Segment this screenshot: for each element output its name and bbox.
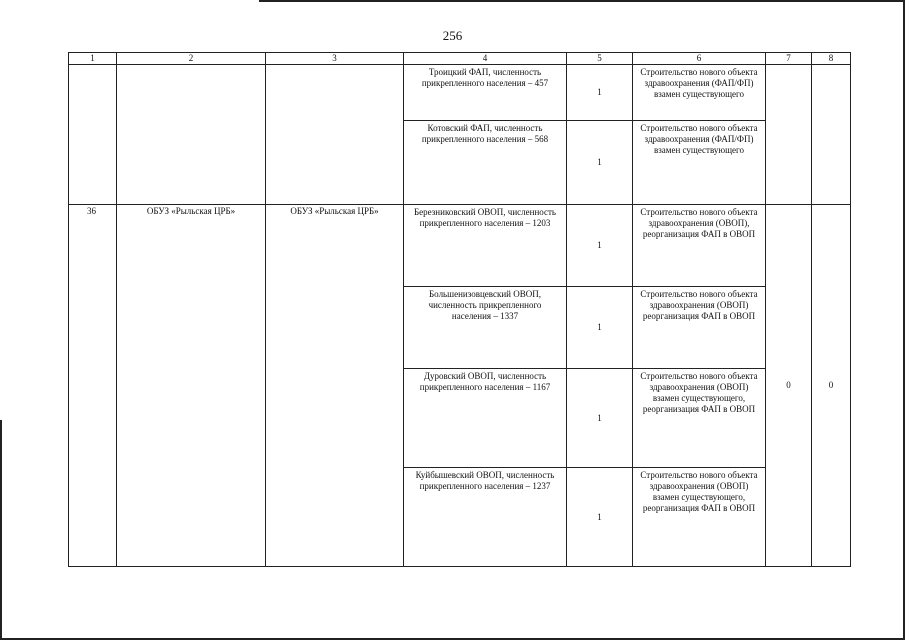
facility-cell: Березниковский ОВОП, численность прикрепленного населения – 1203 bbox=[404, 205, 567, 287]
page-number: 256 bbox=[442, 28, 463, 43]
column-header-3: 3 bbox=[266, 53, 404, 65]
cell-col7-empty bbox=[766, 65, 812, 205]
scan-edge-top bbox=[259, 0, 905, 2]
count-cell: 1 bbox=[567, 369, 633, 468]
cell-col8-empty bbox=[812, 65, 851, 205]
scan-edge-left bbox=[0, 420, 2, 640]
facility-cell: Троицкий ФАП, численность прикрепленного населения – 457 bbox=[404, 65, 567, 121]
column-header-1: 1 bbox=[69, 53, 117, 65]
facility-cell: Дуровский ОВОП, численность прикрепленного населения – 1167 bbox=[404, 369, 567, 468]
table-row bbox=[69, 65, 851, 121]
column-header-7: 7 bbox=[766, 53, 812, 65]
column-header-4: 4 bbox=[404, 53, 567, 65]
description-cell: Строительство нового объекта здравоохранения (ОВОП), реорганизация ФАП в ОВОП bbox=[633, 205, 766, 287]
facility-cell: Большенизовцевский ОВОП, численность прикрепленного населения – 1337 bbox=[404, 287, 567, 369]
count-cell: 1 bbox=[567, 287, 633, 369]
table-header-row bbox=[69, 53, 851, 65]
description-cell: Строительство нового объекта здравоохранения (ОВОП) взамен существующего, реорганизация ФАП в ОВОП bbox=[633, 369, 766, 468]
column-header-2: 2 bbox=[117, 53, 266, 65]
column-header-6: 6 bbox=[633, 53, 766, 65]
data-table bbox=[68, 52, 851, 567]
col7-value-cell: 0 bbox=[766, 205, 812, 567]
row-number-cell: 36 bbox=[69, 205, 117, 567]
column-header-8: 8 bbox=[812, 53, 851, 65]
count-cell: 1 bbox=[567, 205, 633, 287]
description-cell: Строительство нового объекта здравоохранения (ОВОП) реорганизация ФАП в ОВОП bbox=[633, 287, 766, 369]
facility-cell: Котовский ФАП, численность прикрепленного населения – 568 bbox=[404, 121, 567, 205]
count-cell: 1 bbox=[567, 468, 633, 567]
organization-cell: ОБУЗ «Рыльская ЦРБ» bbox=[117, 205, 266, 567]
count-cell: 1 bbox=[567, 65, 633, 121]
cell-organization-empty bbox=[117, 65, 266, 205]
cell-institution-empty bbox=[266, 65, 404, 205]
cell-number-empty bbox=[69, 65, 117, 205]
description-cell: Строительство нового объекта здравоохранения (ФАП/ФП) взамен существующего bbox=[633, 121, 766, 205]
facility-cell: Куйбышевский ОВОП, численность прикрепленного населения – 1237 bbox=[404, 468, 567, 567]
description-cell: Строительство нового объекта здравоохранения (ОВОП) взамен существующего, реорганизация ФАП в ОВОП bbox=[633, 468, 766, 567]
count-cell: 1 bbox=[567, 121, 633, 205]
institution-cell: ОБУЗ «Рыльская ЦРБ» bbox=[266, 205, 404, 567]
table-row bbox=[69, 205, 851, 287]
description-cell: Строительство нового объекта здравоохранения (ФАП/ФП) взамен существующего bbox=[633, 65, 766, 121]
column-header-5: 5 bbox=[567, 53, 633, 65]
col8-value-cell: 0 bbox=[812, 205, 851, 567]
